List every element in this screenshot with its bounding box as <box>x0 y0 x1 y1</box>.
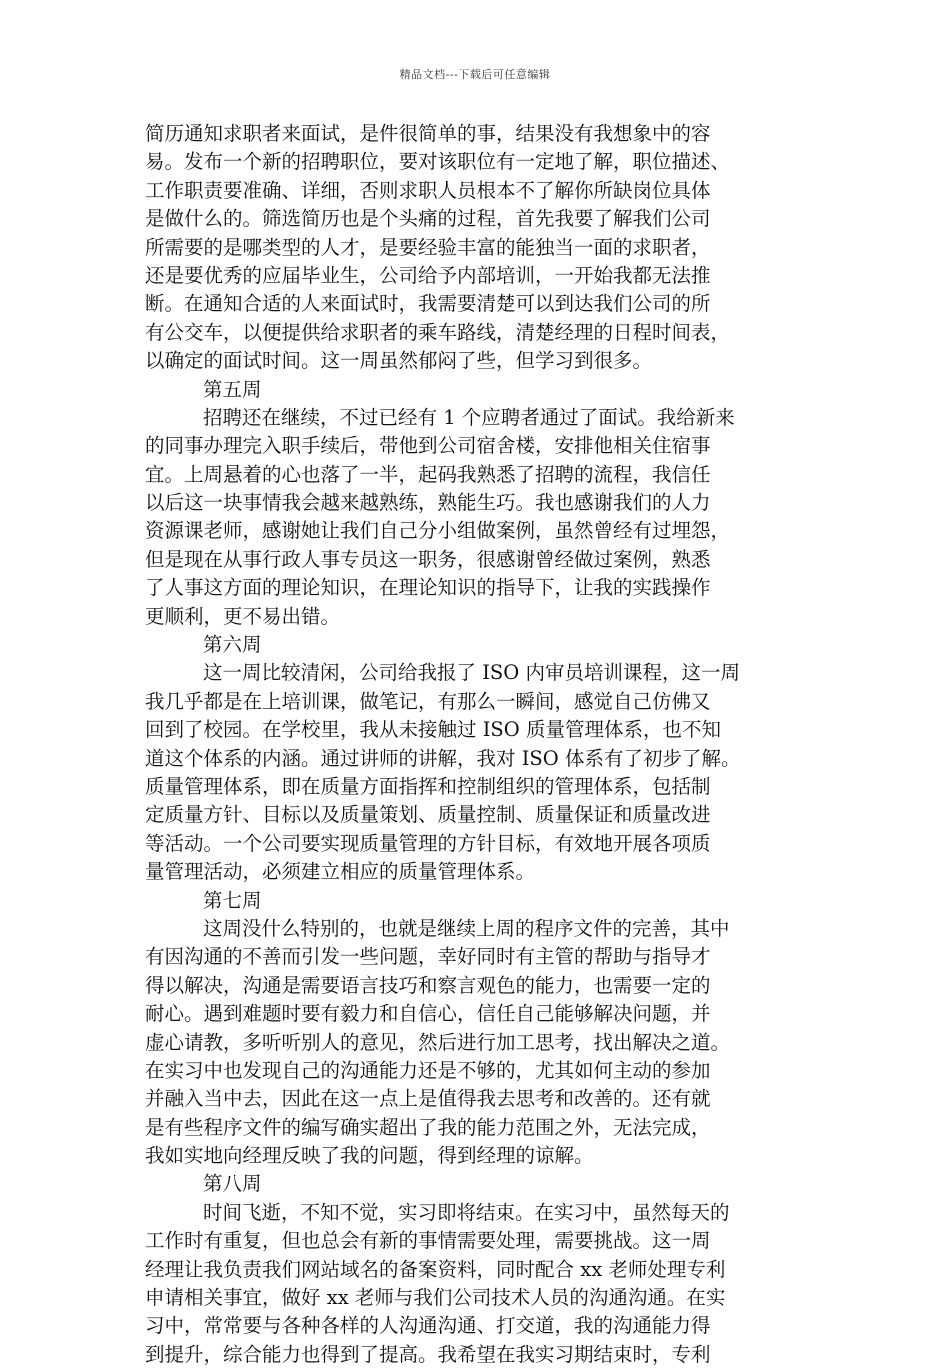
text-line: 但是现在从事行政人事专员这一职务，很感谢曾经做过案例，熟悉 <box>145 547 711 571</box>
text-line: 我几乎都是在上培训课，做笔记，有那么一瞬间，感觉自己仿佛又 <box>145 689 711 713</box>
paragraph-week8 <box>145 1199 805 1369</box>
text-line: 经理让我负责我们网站域名的备案资料，同时配合 xx 老师处理专利 <box>145 1257 726 1281</box>
paragraph-week7 <box>145 915 805 1171</box>
text-line: 质量管理体系，即在质量方面指挥和控制组织的管理体系，包括制 <box>145 774 711 798</box>
section-heading-week8: 第八周 <box>203 1172 262 1196</box>
text-line: 这周没什么特别的，也就是继续上周的程序文件的完善，其中 <box>203 916 730 940</box>
text-line: 了人事这方面的理论知识，在理论知识的指导下，让我的实践操作 <box>145 576 711 600</box>
text-line: 定质量方针、目标以及质量策划、质量控制、质量保证和质量改进 <box>145 803 711 827</box>
text-line: 得以解决，沟通是需要语言技巧和察言观色的能力，也需要一定的 <box>145 973 711 997</box>
text-line: 招聘还在继续，不过已经有 1 个应聘者通过了面试。我给新来 <box>203 405 735 429</box>
paragraph-intro <box>145 120 805 376</box>
text-line: 并融入当中去，因此在这一点上是值得我去思考和改善的。还有就 <box>145 1087 711 1111</box>
paragraph-week5 <box>145 404 805 631</box>
text-line: 申请相关事宜，做好 xx 老师与我们公司技术人员的沟通沟通。在实 <box>145 1286 726 1310</box>
text-line: 以确定的面试时间。这一周虽然郁闷了些，但学习到很多。 <box>145 349 653 373</box>
text-line: 简历通知求职者来面试，是件很简单的事，结果没有我想象中的容 <box>145 122 711 145</box>
text-line: 有因沟通的不善而引发一些问题，幸好同时有主管的帮助与指导才 <box>145 945 711 969</box>
text-line: 工作职责要准确、详细，否则求职人员根本不了解你所缺岗位具体 <box>145 178 711 202</box>
text-line: 我如实地向经理反映了我的问题，得到经理的谅解。 <box>145 1144 594 1168</box>
page-header: 精品文档---下载后可任意编辑 <box>399 68 551 81</box>
text-line: 回到了校园。在学校里，我从未接触过 ISO 质量管理体系，也不知 <box>145 718 721 742</box>
text-line: 易。发布一个新的招聘职位，要对该职位有一定地了解，职位描述、 <box>145 150 731 174</box>
text-line: 到提升，综合能力也得到了提高。我希望在我实习期结束时，专利 <box>145 1342 711 1366</box>
text-line: 是做什么的。筛选简历也是个头痛的过程，首先我要了解我们公司 <box>145 207 711 231</box>
text-line: 习中，常常要与各种各样的人沟通沟通、打交道，我的沟通能力得 <box>145 1314 711 1338</box>
text-line: 资源课老师，感谢她让我们自己分小组做案例，虽然曾经有过埋怨， <box>145 519 731 543</box>
text-line: 工作时有重复，但也总会有新的事情需要处理，需要挑战。这一周 <box>145 1229 711 1253</box>
text-line: 耐心。遇到难题时要有毅力和自信心，信任自己能够解决问题，并 <box>145 1002 711 1026</box>
paragraph-week6 <box>145 659 805 886</box>
text-line: 的同事办理完入职手续后，带他到公司宿舍楼，安排他相关住宿事 <box>145 434 711 458</box>
text-line: 道这个体系的内涵。通过讲师的讲解，我对 ISO 体系有了初步了解。 <box>145 746 741 770</box>
text-line: 时间飞逝，不知不觉，实习即将结束。在实习中，虽然每天的 <box>203 1200 730 1224</box>
text-line: 量管理活动，必须建立相应的质量管理体系。 <box>145 860 536 884</box>
section-heading-week7: 第七周 <box>203 888 262 912</box>
document-body <box>145 120 805 1369</box>
text-line: 是有些程序文件的编写确实超出了我的能力范围之外，无法完成， <box>145 1115 711 1139</box>
text-line: 有公交车，以便提供给求职者的乘车路线，清楚经理的日程时间表， <box>145 320 731 344</box>
text-line: 等活动。一个公司要实现质量管理的方针目标，有效地开展各项质 <box>145 831 711 855</box>
text-line: 宜。上周悬着的心也落了一半，起码我熟悉了招聘的流程，我信任 <box>145 462 711 486</box>
text-line: 在实习中也发现自己的沟通能力还是不够的，尤其如何主动的参加 <box>145 1058 711 1082</box>
section-heading-week6: 第六周 <box>203 633 262 657</box>
text-line: 断。在通知合适的人来面试时，我需要清楚可以到达我们公司的所 <box>145 292 711 316</box>
text-line: 还是要优秀的应届毕业生，公司给予内部培训，一开始我都无法推 <box>145 263 711 287</box>
text-line: 更顺利，更不易出错。 <box>145 604 341 628</box>
text-line: 所需要的是哪类型的人才，是要经验丰富的能独当一面的求职者， <box>145 235 711 259</box>
text-line: 以后这一块事情我会越来越熟练，熟能生巧。我也感谢我们的人力 <box>145 491 711 515</box>
section-heading-week5: 第五周 <box>203 377 262 401</box>
text-line: 虚心请教，多听听别人的意见，然后进行加工思考，找出解决之道。 <box>145 1030 731 1054</box>
text-line: 这一周比较清闲，公司给我报了 ISO 内审员培训课程，这一周 <box>203 661 740 685</box>
